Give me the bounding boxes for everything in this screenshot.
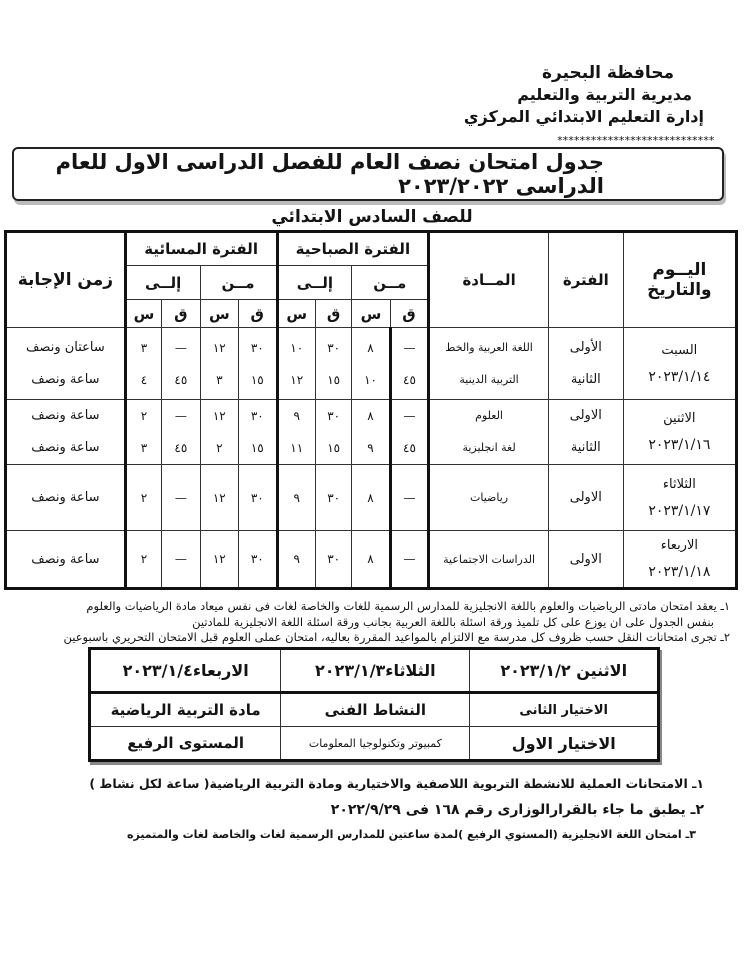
morning-to-hour-cell — [277, 400, 315, 465]
evening-to-hour: ٤ — [140, 372, 148, 387]
answer-duration: ساعة ونصف — [31, 551, 100, 567]
header-evening-from: مــن — [200, 266, 277, 300]
morning-to-hour: ٩ — [293, 409, 300, 423]
answer-duration-cell — [6, 531, 126, 589]
morning-to-minute: ٣٠ — [327, 340, 341, 355]
footer-note-2: ٢ـ يطبق ما جاء بالقرارالوزارى رقم ١٦٨ فى ٢٠٢٢/٩/٢٩ — [330, 802, 704, 818]
morning-to-minute: ٣٠ — [327, 552, 341, 566]
morning-to-minute-cell — [315, 531, 351, 589]
day-name: الثلاثاء — [662, 476, 696, 492]
header-subject: المــادة — [429, 232, 549, 328]
answer-duration: ساعة ونصف — [31, 440, 100, 455]
answer-duration: ساعة ونصف — [31, 371, 100, 387]
document-title: جدول امتحان نصف العام للفصل الدراسى الاول للعام الدراسى ٢٠٢٣/٢٠٢٢ — [55, 150, 604, 198]
morning-to-minute: ١٥ — [327, 441, 341, 455]
evening-to-minute: — — [174, 490, 187, 505]
morning-from-minute: ٤٥ — [403, 372, 416, 387]
evening-from-minute: ١٥ — [250, 372, 264, 387]
evening-from-hour: ١٢ — [212, 552, 226, 566]
morning-to-minute: ٣٠ — [327, 490, 341, 505]
evening-from-minute-cell — [239, 400, 277, 465]
evening-from-minute-cell — [239, 465, 277, 531]
evening-to-minute: ٤٥ — [174, 372, 188, 387]
header-hour: س — [277, 300, 315, 328]
day-name: السبت — [661, 342, 698, 358]
directorate-label: مديرية التربية والتعليم — [517, 85, 692, 104]
evening-from-minute-cell — [239, 531, 277, 589]
evening-to-hour: ٣ — [140, 340, 148, 355]
header-evening-to: إلــى — [125, 266, 200, 300]
second-choice-day3: مادة التربية الرياضية — [90, 693, 281, 727]
header-hour: س — [125, 300, 161, 328]
evening-from-hour: ١٢ — [212, 490, 226, 505]
morning-from-minute: ٤٥ — [403, 441, 416, 455]
evening-to-minute-cell — [162, 328, 200, 400]
activity-day-2: الثلاثاء٢٠٢٣/١/٣ — [281, 649, 470, 693]
period-cell — [548, 531, 623, 589]
header-day-date: اليــوم والتاريخ — [623, 232, 736, 328]
note-1-cont: بنفس الجدول على ان يوزع على كل تلميذ ورقة اسئلة باللغة العربية بجانب ورقة اسئلة اللغة الانجليزية للمادتين — [192, 615, 714, 629]
subject-cell — [429, 400, 549, 465]
period: الثانية — [570, 371, 601, 387]
morning-to-hour: ١١ — [290, 441, 304, 455]
morning-to-hour-cell — [277, 531, 315, 589]
subject: رياضيات — [470, 491, 509, 504]
subject: التربية الدينية — [459, 372, 519, 386]
morning-to-hour-cell — [277, 328, 315, 400]
title-banner — [12, 147, 724, 201]
morning-from-hour: ٨ — [367, 490, 374, 505]
morning-from-hour-cell — [352, 400, 390, 465]
period-cell — [548, 328, 623, 400]
department-label: إدارة التعليم الابتدائي المركزي — [463, 107, 704, 126]
subject: الدراسات الاجتماعية — [443, 552, 536, 566]
first-choice-day2: كمبيوتر وتكنولوجيا المعلومات — [281, 727, 470, 761]
evening-to-hour-cell — [125, 400, 161, 465]
morning-to-minute: ١٥ — [327, 372, 341, 387]
evening-to-hour: ٢ — [140, 490, 148, 505]
header-morning-from: مــن — [352, 266, 429, 300]
note-2: ٢ـ تجرى امتحانات النقل حسب ظروف كل مدرسة مع الالتزام بالمواعيد المقررة بعاليه، امتحان عملى العلوم قبل الامتحان التحريري باسبوعين — [63, 630, 730, 644]
second-choice-day2: النشاط الفنى — [281, 693, 470, 727]
morning-from-minute-cell — [390, 531, 428, 589]
grade-label: للصف السادس الابتدائي — [271, 207, 473, 227]
header-minute: ق — [239, 300, 277, 328]
evening-to-minute: — — [174, 340, 187, 355]
subject: العلوم — [475, 409, 503, 422]
evening-to-minute-cell — [162, 465, 200, 531]
header-duration: زمن الإجابة — [6, 232, 126, 328]
second-choice-label: الاختيار الثانى — [470, 693, 659, 727]
table-row — [6, 465, 737, 531]
evening-from-hour-cell — [200, 465, 238, 531]
period: الاولى — [569, 408, 602, 423]
first-choice-label: الاختيار الاول — [470, 727, 659, 761]
evening-to-hour-cell — [125, 328, 161, 400]
first-choice-day3: المستوى الرفيع — [90, 727, 281, 761]
evening-from-minute: ٣٠ — [250, 490, 264, 505]
period-cell — [548, 400, 623, 465]
governorate-label: محافظة البحيرة — [541, 63, 674, 83]
evening-to-minute: ٤٥ — [174, 441, 188, 455]
evening-from-minute: ٣٠ — [250, 340, 264, 355]
day-date-cell — [623, 328, 736, 400]
header-minute: ق — [390, 300, 428, 328]
answer-duration: ساعتان ونصف — [25, 339, 105, 355]
evening-to-hour: ٢ — [140, 409, 148, 423]
exam-date: ٢٠٢٣/١/١٦ — [648, 437, 711, 453]
evening-to-minute: — — [174, 552, 187, 566]
evening-to-hour: ٢ — [140, 552, 148, 566]
morning-from-hour-cell — [352, 531, 390, 589]
morning-to-minute: ٣٠ — [327, 409, 341, 423]
morning-to-hour: ٩ — [293, 552, 300, 566]
morning-from-minute: — — [403, 409, 416, 423]
morning-to-hour: ١٢ — [290, 372, 304, 387]
evening-from-hour: ٢ — [216, 441, 223, 455]
stars-divider: **************************** — [556, 134, 714, 147]
morning-to-minute-cell — [315, 465, 351, 531]
exam-schedule-table — [4, 230, 738, 590]
answer-duration-cell — [6, 465, 126, 531]
header-evening: الفترة المسائية — [125, 232, 277, 266]
morning-from-minute-cell — [390, 328, 428, 400]
exam-date: ٢٠٢٣/١/١٤ — [648, 368, 711, 385]
morning-to-hour: ١٠ — [290, 340, 304, 355]
morning-from-hour: ٨ — [367, 409, 374, 423]
evening-to-hour-cell — [125, 465, 161, 531]
morning-from-hour-cell — [352, 465, 390, 531]
period-cell — [548, 465, 623, 531]
evening-to-hour: ٣ — [140, 441, 148, 455]
evening-from-hour: ١٢ — [212, 340, 226, 355]
day-date-cell — [623, 465, 736, 531]
morning-to-hour-cell — [277, 465, 315, 531]
activity-day-3: الاربعاء٢٠٢٣/١/٤ — [90, 649, 281, 693]
subject: اللغة العربية والخط — [445, 340, 533, 354]
answer-duration: ساعة ونصف — [31, 408, 100, 423]
evening-to-minute-cell — [162, 400, 200, 465]
morning-from-hour: ١٠ — [364, 372, 377, 387]
evening-from-minute: ١٥ — [250, 441, 264, 455]
table-row — [6, 400, 737, 465]
subject-cell — [429, 465, 549, 531]
morning-from-minute: — — [403, 552, 416, 566]
morning-from-minute: — — [403, 340, 416, 355]
answer-duration: ساعة ونصف — [31, 490, 100, 505]
evening-from-minute-cell — [239, 328, 277, 400]
header-minute: ق — [162, 300, 200, 328]
evening-from-minute: ٣٠ — [250, 409, 264, 423]
morning-to-hour: ٩ — [293, 490, 300, 505]
header-morning: الفترة الصباحية — [277, 232, 429, 266]
evening-to-minute: — — [174, 409, 187, 423]
evening-from-hour-cell — [200, 328, 238, 400]
morning-from-hour: ٩ — [367, 441, 374, 455]
evening-from-hour: ١٢ — [212, 409, 226, 423]
morning-from-minute: — — [403, 490, 416, 505]
footer-note-3: ٣ـ امتحان اللغة الانجليزية (المستوي الرفيع )لمدة ساعتين للمدارس الرسمية لغات والخاصة لغات والمتميزه — [126, 828, 696, 841]
morning-from-hour: ٨ — [367, 340, 374, 355]
morning-from-minute-cell — [390, 400, 428, 465]
morning-from-minute-cell — [390, 465, 428, 531]
footer-note-1: ١ـ الامتحانات العملية للانشطة التربوية اللاصفية والاختيارية ومادة التربية الرياضية( ساعة لكل نشاط ) — [89, 776, 704, 791]
exam-date: ٢٠٢٣/١/١٨ — [648, 564, 711, 580]
evening-from-minute: ٣٠ — [250, 552, 264, 566]
activity-exam-table — [88, 647, 660, 762]
exam-date: ٢٠٢٣/١/١٧ — [648, 502, 711, 519]
header-morning-to: إلــى — [277, 266, 352, 300]
table-row — [6, 531, 737, 589]
subject: لغة انجليزية — [462, 441, 516, 454]
morning-to-minute-cell — [315, 328, 351, 400]
morning-to-minute-cell — [315, 400, 351, 465]
day-name: الاربعاء — [660, 538, 698, 553]
morning-from-hour-cell — [352, 328, 390, 400]
day-date-cell — [623, 400, 736, 465]
header-hour: س — [200, 300, 238, 328]
subject-cell — [429, 328, 549, 400]
header-hour: س — [352, 300, 390, 328]
period: الاولى — [569, 551, 602, 567]
day-date-cell — [623, 531, 736, 589]
header-period: الفترة — [548, 232, 623, 328]
activity-day-1: الاثنين ٢٠٢٣/١/٢ — [470, 649, 659, 693]
evening-from-hour-cell — [200, 531, 238, 589]
answer-duration-cell — [6, 328, 126, 400]
period: الاولى — [569, 490, 602, 505]
evening-from-hour-cell — [200, 400, 238, 465]
day-name: الاثنين — [663, 411, 696, 426]
evening-from-hour: ٣ — [216, 372, 223, 387]
note-1: ١ـ يعقد امتحان مادتى الرياضيات والعلوم باللغة الانجليزية للمدارس الرسمية للغات والخاصة لغات فى نفس ميعاد مادة الرياضيات والعلوم — [86, 599, 730, 613]
evening-to-minute-cell — [162, 531, 200, 589]
period: الأولى — [569, 339, 602, 355]
period: الثانية — [570, 440, 601, 455]
evening-to-hour-cell — [125, 531, 161, 589]
header-minute: ق — [315, 300, 351, 328]
subject-cell — [429, 531, 549, 589]
table-row — [6, 328, 737, 400]
morning-from-hour: ٨ — [367, 552, 374, 566]
answer-duration-cell — [6, 400, 126, 465]
